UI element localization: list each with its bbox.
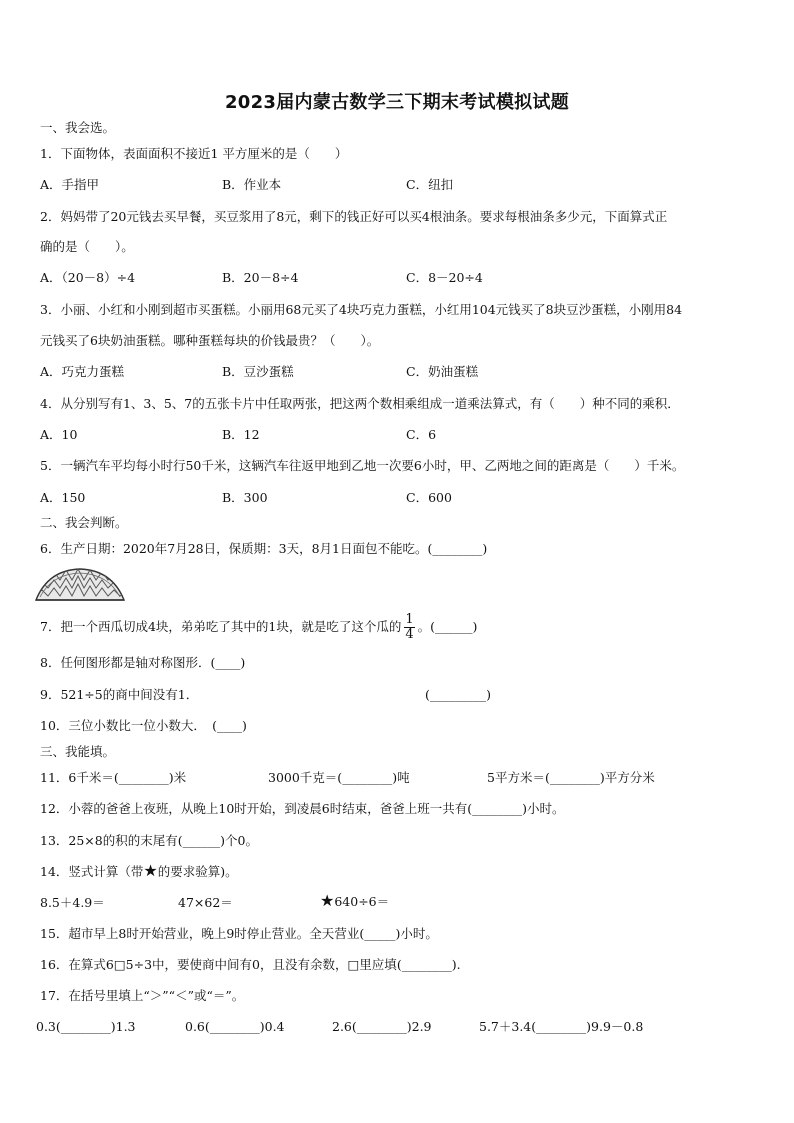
q5-option-b: B．300 [222,490,268,505]
q9-answer-blank: (_________) [425,687,492,702]
question-14 [40,863,238,880]
star-icon: ★ [143,861,158,880]
q5-option-a: A．150 [40,490,86,505]
q14-calc-3 [320,893,389,910]
q3-option-b: B．豆沙蛋糕 [222,364,294,379]
question-9: 9．521÷5的商中间没有1． [40,687,199,702]
question-2-line-2: 确的是（ ）。 [40,239,134,254]
question-6: 6．生产日期：2020年7月28日，保质期：3天，8月1日面包不能吃。(________) [40,541,488,556]
q4-option-c: C．6 [406,427,437,442]
question-1: 1．下面物体，表面面积不接近1 平方厘米的是（ ） [40,146,348,161]
q3-option-a: A．巧克力蛋糕 [40,364,125,379]
question-5: 5．一辆汽车平均每小时行50千米，这辆汽车往返甲地到乙地一次要6小时，甲、乙两地之间的距离是（ ）千米。 [40,458,685,473]
q7-text: 7．把一个西瓜切成4块，弟弟吃了其中的1块，就是吃了这个瓜的 [40,619,402,634]
question-10: 10．三位小数比一位小数大． (____) [40,718,247,733]
star-icon: ★ [320,891,335,910]
fraction-numerator: 1 [405,612,414,627]
question-13: 13．25×8的积的末尾有(______)个0。 [40,833,258,848]
section-heading-choice: 一、我会选。 [40,120,116,135]
q17-compare-4: 5.7＋3.4(________)9.9－0.8 [479,1019,644,1034]
question-16: 16．在算式6□5÷3中，要使商中间有0，且没有余数，□里应填(________). [40,957,461,972]
q14-calc-3-text: 640÷6＝ [334,894,390,909]
q14-calc-1: 8.5＋4.9＝ [40,895,105,910]
q17-compare-3: 2.6(________)2.9 [332,1019,432,1034]
question-8: 8．任何图形都是轴对称图形．(____) [40,655,246,670]
q3-option-c: C．奶油蛋糕 [406,364,479,379]
q1-option-c: C．纽扣 [406,177,454,192]
q2-option-a: A．（20－8）÷4 [40,270,136,285]
question-15: 15．超市早上8时开始营业，晚上9时停止营业。全天营业(_____)小时。 [40,926,438,941]
question-3-line-2: 元钱买了6块奶油蛋糕。哪种蛋糕每块的价钱最贵？（ ）。 [40,333,380,348]
page-title: 2023届内蒙古数学三下期末考试模拟试题 [224,92,570,113]
question-11-part-3: 5平方米＝(________)平方分米 [487,770,655,785]
q14-text-end: 的要求验算)。 [157,864,238,879]
fraction-denominator: 4 [405,627,414,642]
section-heading-fill: 三、我能填。 [40,744,116,759]
question-11-part-1: 11．6千米＝(________)米 [40,770,187,785]
q2-option-c: C．8－20÷4 [406,270,483,285]
q14-text-start: 14．竖式计算（带 [40,864,144,879]
question-12: 12．小蓉的爸爸上夜班，从晚上10时开始，到凌晨6时结束，爸爸上班一共有(________)小时。 [40,801,565,816]
watermelon-slice-image [34,566,126,604]
section-heading-judge: 二、我会判断。 [40,515,128,530]
question-7 [40,612,477,642]
q1-option-b: B．作业本 [222,177,282,192]
question-3-line-1: 3．小丽、小红和小刚到超市买蛋糕。小丽用68元买了4块巧克力蛋糕，小红用104元钱买了8块豆沙蛋糕，小刚用84 [40,302,683,317]
q17-compare-1: 0.3(________)1.3 [36,1019,136,1034]
question-2-line-1: 2．妈妈带了20元钱去买早餐，买豆浆用了8元，剩下的钱正好可以买4根油条。要求每根油条多少元，下面算式正 [40,209,668,224]
question-4: 4．从分别写有1、3、5、7的五张卡片中任取两张，把这两个数相乘组成一道乘法算式，有（ ）种不同的乘积． [40,396,680,411]
q14-calc-2: 47×62＝ [178,895,233,910]
one-quarter-fraction [404,613,414,642]
q5-option-c: C．600 [406,490,452,505]
q4-option-b: B．12 [222,427,260,442]
question-11-part-2: 3000千克＝(________)吨 [268,770,410,785]
q7-blank: 。(______) [417,619,478,634]
q4-option-a: A．10 [40,427,78,442]
question-17: 17．在括号里填上“＞”“＜”或“＝”。 [40,988,245,1003]
q2-option-b: B．20－8÷4 [222,270,299,285]
q17-compare-2: 0.6(________)0.4 [185,1019,285,1034]
q1-option-a: A．手指甲 [40,177,100,192]
